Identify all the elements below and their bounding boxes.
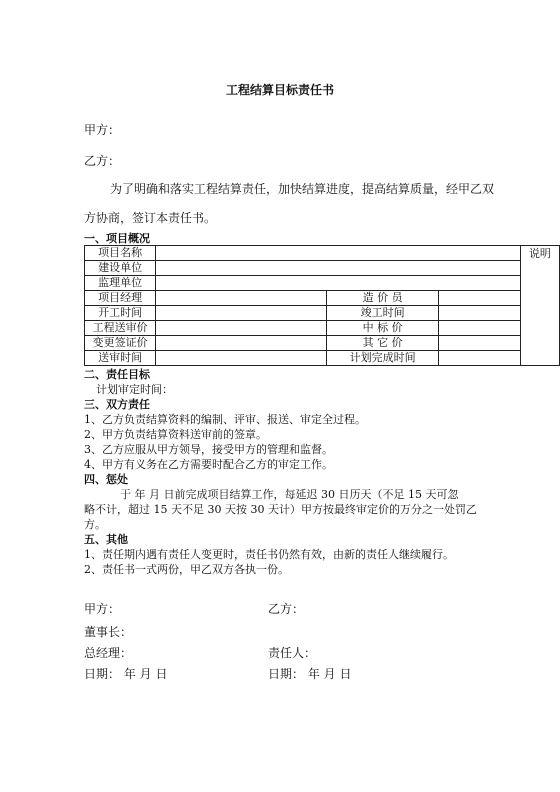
table-value-cell [156, 306, 327, 321]
table-label-cell: 建设单位 [85, 261, 156, 276]
sign-date-b: 日期： 年 月 日 [268, 667, 352, 681]
party-b-line: 乙方： [84, 154, 121, 168]
list-item: 2、甲方负责结算资料送审前的签章。 [84, 428, 267, 441]
table-label-cell: 计划完成时间 [327, 351, 439, 366]
table-row [85, 351, 560, 366]
table-value-cell [439, 291, 521, 306]
sign-general-manager-label: 总经理： [84, 646, 133, 660]
section-1-heading: 一、项目概况 [84, 232, 150, 245]
party-a-line: 甲方： [84, 123, 121, 137]
table-label-cell: 变更签证价 [85, 336, 156, 351]
list-item: 4、甲方有义务在乙方需要时配合乙方的审定工作。 [84, 458, 333, 471]
sign-party-a-label: 甲方： [84, 602, 121, 616]
sign-responsible-person-label: 责任人： [268, 646, 317, 660]
sign-party-b-label: 乙方： [268, 602, 305, 616]
table-label-cell: 项目名称 [85, 246, 156, 261]
table-label-cell: 开工时间 [85, 306, 156, 321]
project-overview-table [84, 245, 560, 366]
table-row [85, 246, 560, 261]
intro-paragraph-line2: 方协商，签订本责任书。 [84, 211, 217, 225]
intro-paragraph-line1: 为了明确和落实工程结算责任，加快结算进度，提高结算质量，经甲乙双 [110, 182, 495, 196]
section-4-line1: 于 年 月 日前完成项目结算工作，每延迟 30 日历天（不足 15 天可忽 [120, 488, 459, 501]
table-label-cell: 其 它 价 [327, 336, 439, 351]
table-row [85, 261, 560, 276]
table-row [85, 306, 560, 321]
section-4-heading: 四、惩处 [84, 473, 128, 486]
table-label-cell: 送审时间 [85, 351, 156, 366]
table-value-cell [156, 321, 327, 336]
table-value-cell [439, 321, 521, 336]
sign-date-a: 日期： 年 月 日 [84, 667, 168, 681]
table-value-cell [156, 261, 521, 276]
list-item: 1、乙方负责结算资料的编制、评审、报送、审定全过程。 [84, 413, 366, 426]
table-value-cell [156, 351, 327, 366]
table-value-cell [439, 336, 521, 351]
table-row [85, 276, 560, 291]
table-label-cell: 工程送审价 [85, 321, 156, 336]
section-2-heading: 二、责任目标 [84, 368, 150, 381]
document-title: 工程结算目标责任书 [225, 83, 334, 97]
table-row [85, 291, 560, 306]
section-3-heading: 三、双方责任 [84, 398, 150, 411]
list-item: 3、乙方应服从甲方领导，接受甲方的管理和监督。 [84, 443, 333, 456]
table-note-cell: 说明 [520, 246, 559, 366]
list-item: 1、责任期内遇有责任人变更时，责任书仍然有效，由新的责任人继续履行。 [84, 548, 454, 561]
section-4-line2: 略不计，超过 15 天不足 30 天按 30 天计）甲方按最终审定价的万分之一处罚乙 [84, 503, 477, 516]
table-row [85, 321, 560, 336]
sign-chairman-label: 董事长： [84, 625, 133, 639]
table-value-cell [439, 306, 521, 321]
section-5-heading: 五、其他 [84, 533, 128, 546]
table-value-cell [156, 291, 327, 306]
table-value-cell [156, 276, 521, 291]
table-label-cell: 项目经理 [85, 291, 156, 306]
table-value-cell [439, 351, 521, 366]
table-value-cell [156, 246, 521, 261]
table-label-cell: 造 价 员 [327, 291, 439, 306]
table-label-cell: 监理单位 [85, 276, 156, 291]
table-value-cell [156, 336, 327, 351]
table-row [85, 336, 560, 351]
table-label-cell: 中 标 价 [327, 321, 439, 336]
section-2-text: 计划审定时间： [96, 383, 173, 396]
list-item: 2、责任书一式两份，甲乙双方各执一份。 [84, 563, 289, 576]
table-label-cell: 竣工时间 [327, 306, 439, 321]
section-4-line3: 方。 [84, 518, 106, 531]
